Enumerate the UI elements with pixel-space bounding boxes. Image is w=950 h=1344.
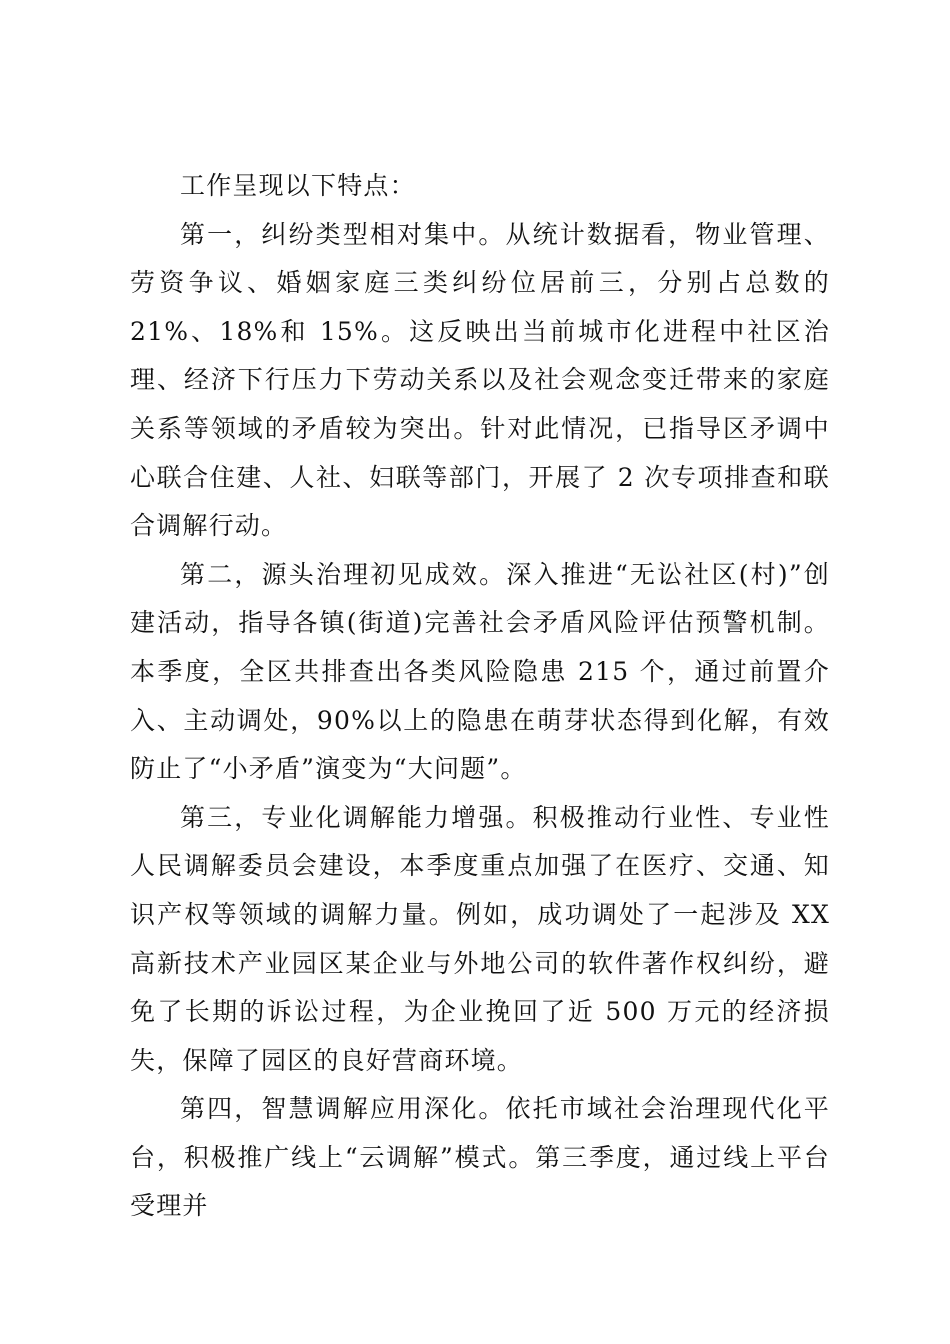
- paragraph-point-one: 第一，纠纷类型相对集中。从统计数据看，物业管理、劳资争议、婚姻家庭三类纠纷位居前三，分别占总数的 21%、18%和 15%。这反映出当前城市化进程中社区治理、经济下行压力下劳动关系以及社会观念变迁带来的家庭关系等领域的矛盾较为突出。针对此情况，已指导区矛调中心联合住建、人社、妇联等部门，开展了 2 次专项排查和联合调解行动。: [130, 219, 830, 541]
- paragraph-point-two: 第二，源头治理初见成效。深入推进“无讼社区(村)”创建活动，指导各镇(街道)完善社会矛盾风险评估预警机制。本季度，全区共排查出各类风险隐患 215 个，通过前置介入、主动调处，90%以上的隐患在萌芽状态得到化解，有效防止了“小矛盾”演变为“大问题”。: [130, 559, 830, 784]
- paragraph-point-four: 第四，智慧调解应用深化。依托市域社会治理现代化平台，积极推广线上“云调解”模式。第三季度，通过线上平台受理并: [130, 1094, 830, 1221]
- paragraph-intro: 工作呈现以下特点：: [180, 171, 416, 200]
- document-body: [130, 162, 830, 1231]
- paragraph-point-three: 第三，专业化调解能力增强。积极推动行业性、专业性人民调解委员会建设，本季度重点加强了在医疗、交通、知识产权等领域的调解力量。例如，成功调处了一起涉及 XX 高新技术产业园区某企业与外地公司的软件著作权纠纷，避免了长期的诉讼过程，为企业挽回了近 500 万元的经济损失，保障了园区的良好营商环境。: [130, 802, 830, 1075]
